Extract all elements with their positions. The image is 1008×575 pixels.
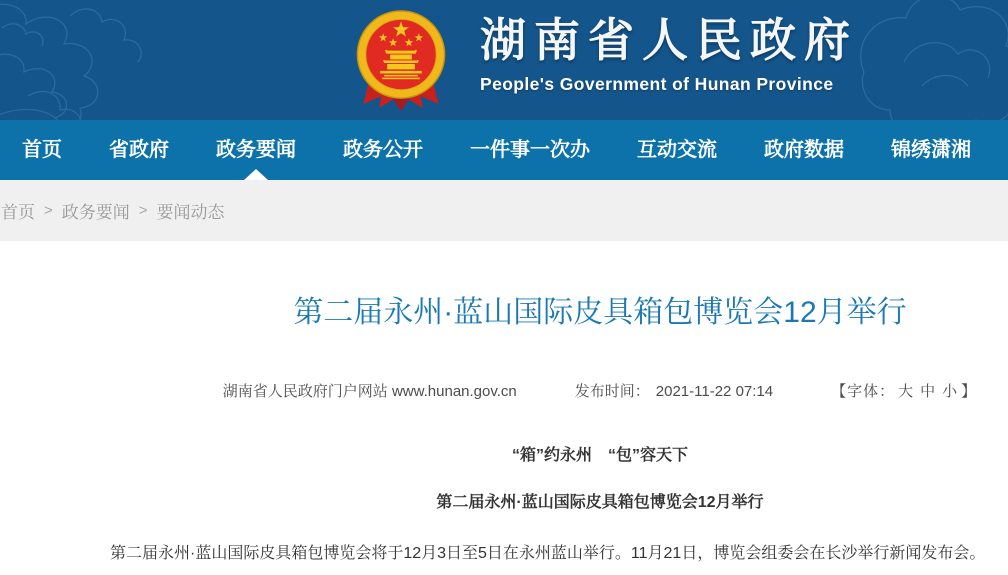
font-size-suffix: 】: [961, 383, 978, 400]
article: [0, 293, 1008, 567]
site-header: [0, 0, 1008, 120]
nav-item-government-data[interactable]: 政府数据: [764, 139, 844, 161]
font-size-small-button[interactable]: 小: [942, 383, 959, 400]
floral-pattern-left: [0, 0, 320, 120]
article-meta: [0, 380, 1008, 401]
breadcrumb: [0, 180, 1008, 241]
publish-time-label: 发布时间：: [574, 383, 650, 400]
font-size-prefix: 【字体：: [831, 383, 896, 400]
nav-item-one-thing-once[interactable]: 一件事一次办: [470, 139, 590, 161]
breadcrumb-government-news[interactable]: 政务要闻: [61, 203, 130, 222]
article-source: 湖南省人民政府门户网站 www.hunan.gov.cn: [222, 383, 517, 400]
breadcrumb-home[interactable]: 首页: [1, 203, 35, 222]
site-title-en: People's Government of Hunan Province: [480, 74, 834, 94]
nav-item-home[interactable]: 首页: [22, 139, 62, 161]
nav-item-government-news[interactable]: 政务要闻: [216, 120, 296, 180]
main-nav: [0, 120, 1008, 180]
font-size-medium-button[interactable]: 中: [920, 383, 937, 400]
nav-item-provincial-government[interactable]: 省政府: [109, 139, 169, 161]
nav-item-information-disclosure[interactable]: 政务公开: [343, 139, 423, 161]
publish-time: [575, 380, 773, 401]
floral-pattern-right: [838, 0, 1008, 120]
site-title-cn: 湖南省人民政府: [480, 14, 858, 66]
article-subtitle-slogan: “箱”约永州 “包”容天下: [511, 447, 688, 464]
publish-time-value: 2021-11-22 07:14: [655, 383, 774, 400]
article-paragraph: 第二届永州·蓝山国际皮具箱包博览会将于12月3日至5日在永州蓝山举行。11月21日，博览会组委会在长沙举行新闻发布会。: [110, 545, 986, 562]
font-size-control: [831, 380, 977, 401]
breadcrumb-current-page: 要闻动态: [156, 203, 225, 222]
font-size-large-button[interactable]: 大: [898, 383, 915, 400]
brand-text: [480, 9, 858, 95]
article-subtitle-event: 第二届永州·蓝山国际皮具箱包博览会12月举行: [436, 494, 764, 511]
national-emblem-icon: [355, 9, 447, 112]
brand: [355, 9, 858, 112]
nav-item-interaction[interactable]: 互动交流: [637, 139, 717, 161]
article-title: 第二届永州·蓝山国际皮具箱包博览会12月举行: [293, 296, 907, 329]
nav-item-splendid-xiaoxiang[interactable]: 锦绣潇湘: [891, 139, 971, 161]
breadcrumb-separator-icon: >: [138, 202, 148, 219]
breadcrumb-separator-icon: >: [44, 202, 53, 219]
